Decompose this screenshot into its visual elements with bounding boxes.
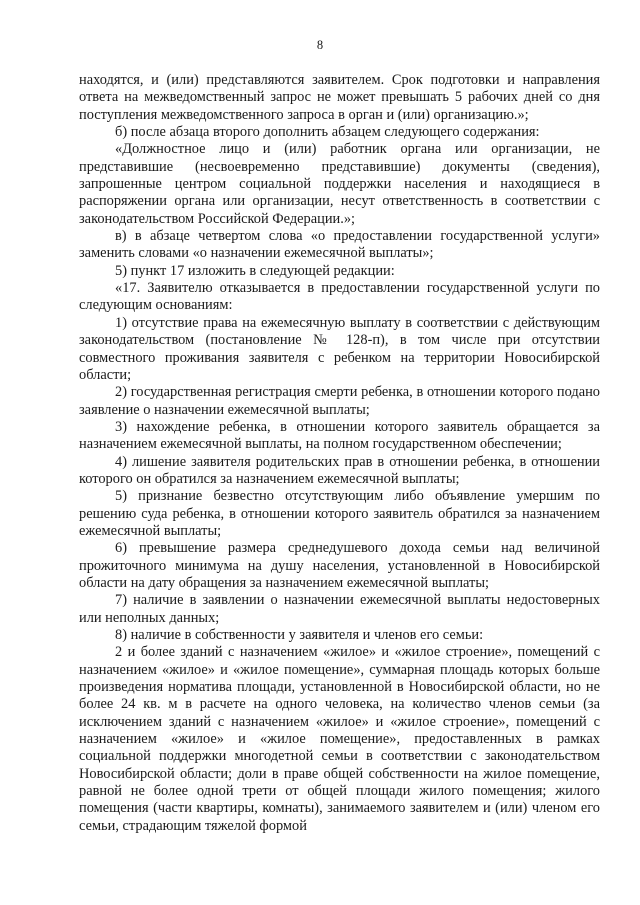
- body-paragraph: 2) государственная регистрация смерти ребенка, в отношении которого подано заявление о назначении ежемесячной выплаты;: [79, 384, 600, 418]
- body-paragraph: «17. Заявителю отказывается в предоставлении государственной услуги по следующим основаниям:: [79, 280, 600, 314]
- body-paragraph: 6) превышение размера среднедушевого дохода семьи над величиной прожиточного минимума на душу населения, установленной в Новосибирской области на дату обращения за назначением ежемесячной выплаты;: [79, 540, 600, 591]
- page-number: 8: [316, 38, 324, 52]
- body-paragraph: 1) отсутствие права на ежемесячную выплату в соответствии с действующим законодательством (постановление № 128-п), в том числе при отсутствии совместного проживания заявителя с ребенком на территории Новосибирской области;: [79, 314, 600, 383]
- body-paragraph: в) в абзаце четвертом слова «о предоставлении государственной услуги» заменить словами «о назначении ежемесячной выплаты»;: [79, 228, 600, 262]
- body-paragraph: 7) наличие в заявлении о назначении ежемесячной выплаты недостоверных или неполных данных;: [79, 592, 600, 626]
- body-paragraph: «Должностное лицо и (или) работник органа или организации, не представившие (несвоевременно представившие) документы (сведения), запрошенные центром социальной поддержки населения и находящиеся в распоряжении органа или организации, несут ответственность в соответствии с законодательством Российской Федерации.»;: [79, 141, 600, 227]
- document-body: [79, 72, 600, 835]
- body-paragraph: находятся, и (или) представляются заявителем. Срок подготовки и направления ответа на межведомственный запрос не может превышать 5 рабочих дней со дня поступления межведомственного запроса в орган и (или) организацию.»;: [79, 72, 600, 123]
- body-paragraph: 8) наличие в собственности у заявителя и членов его семьи:: [115, 627, 484, 643]
- body-paragraph: 3) нахождение ребенка, в отношении которого заявитель обращается за назначением ежемесячной выплаты, на полном государственном обеспечении;: [79, 418, 600, 453]
- body-paragraph: 2 и более зданий с назначением «жилое» и «жилое строение», помещений с назначением «жилое» и «жилое помещение», суммарная площадь которых больше произведения норматива площади, установленной в Новосибирской области, но не более 24 кв. м в расчете на одного человека, на количество членов семьи (за исключением зданий с назначением «жилое» и «жилое строение», помещений с назначением «жилое» и «жилое помещение», предоставленных в рамках социальной поддержки многодетной семьи в соответствии с законодательством Новосибирской области; доли в праве общей собственности на жилое помещение, равной не более одной трети от общей площади жилого помещения; жилого помещения (части квартиры, комнаты), занимаемого заявителем и (или) членом его семьи, страдающим тяжелой формой: [79, 644, 600, 834]
- body-paragraph: 5) пункт 17 изложить в следующей редакции:: [115, 262, 395, 279]
- body-paragraph: б) после абзаца второго дополнить абзацем следующего содержания:: [115, 124, 540, 141]
- body-paragraph: 5) признание безвестно отсутствующим либо объявление умершим по решению суда ребенка, в отношении которого заявитель обратился за назначением ежемесячной выплаты;: [79, 488, 600, 539]
- body-paragraph: 4) лишение заявителя родительских прав в отношении ребенка, в отношении которого он обратился за назначением ежемесячной выплаты;: [79, 453, 600, 487]
